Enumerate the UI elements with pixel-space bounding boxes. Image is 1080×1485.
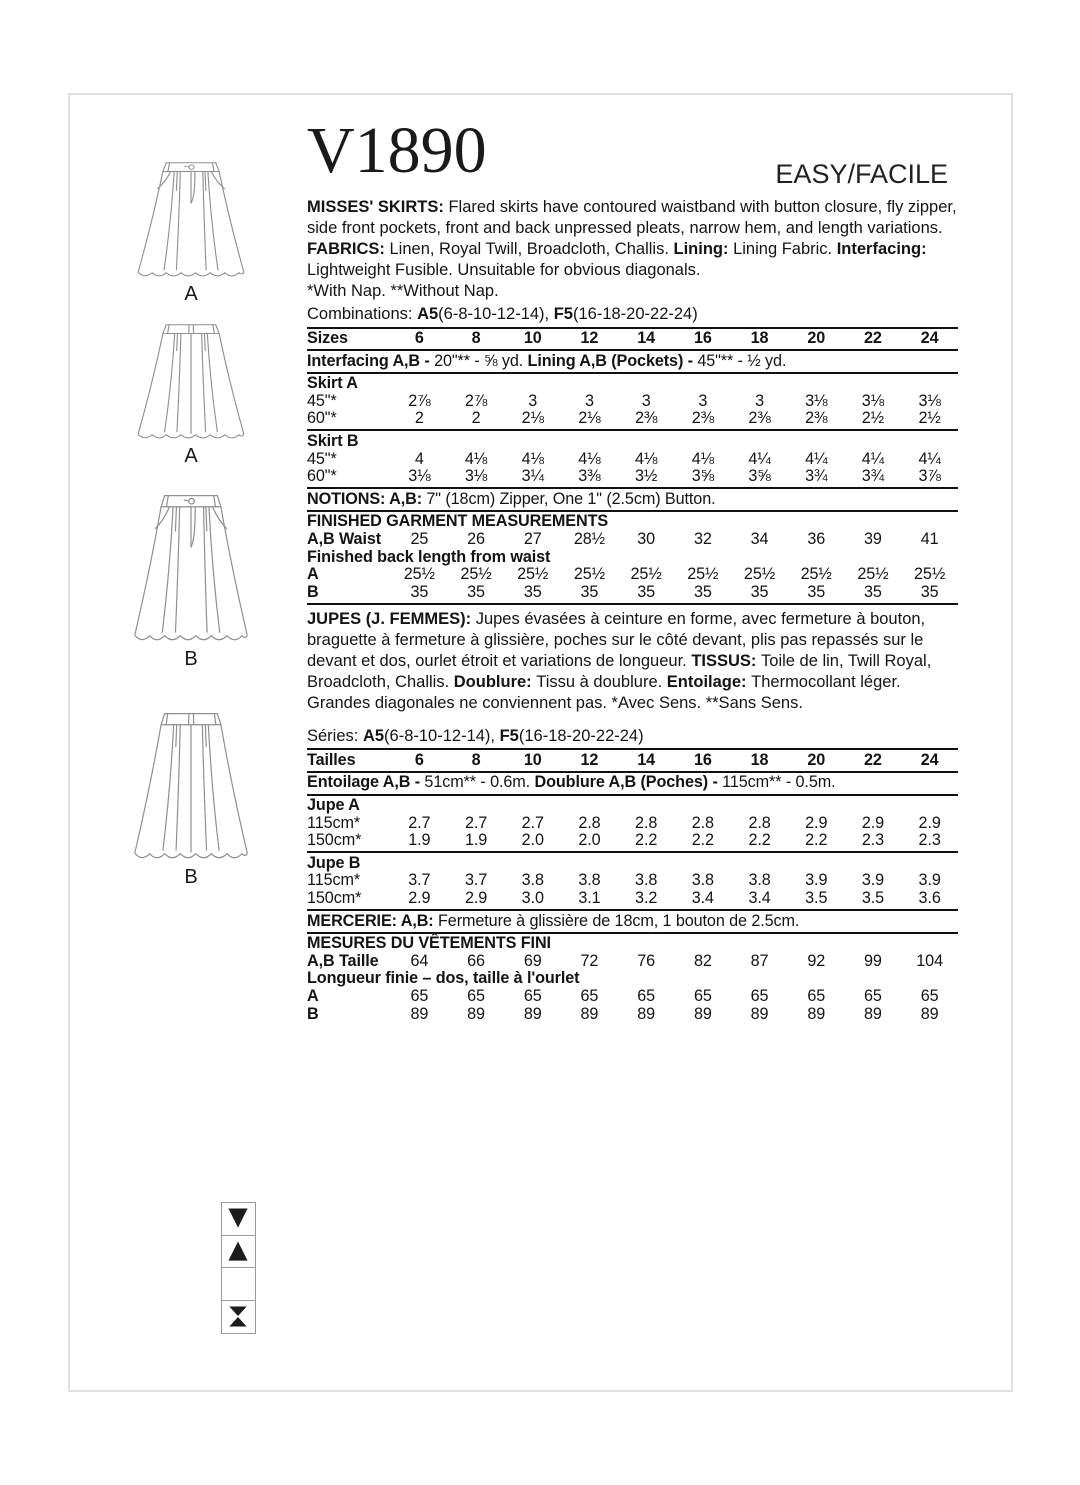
cell-value: 35 [807, 582, 826, 601]
row-label: Tailles [307, 750, 356, 769]
cell-value: 22 [864, 329, 882, 347]
cell-value: 4⅛ [691, 449, 714, 468]
table-rule [307, 327, 958, 329]
cell-value: 18 [750, 750, 769, 769]
cell-value: 3¼ [521, 467, 544, 486]
cell-value: 2.3 [918, 831, 941, 850]
cell-value: 25½ [914, 565, 946, 584]
cell-value: 89 [580, 1004, 599, 1023]
cell-value: 3.4 [691, 888, 714, 907]
table-section-label: Jupe B [307, 853, 361, 872]
cell-value: 1.9 [464, 831, 488, 850]
cell-value: 3⅝ [691, 467, 714, 486]
cell-value: 35 [467, 582, 485, 601]
cell-value: 25 [410, 529, 429, 548]
row-label: 150cm* [307, 888, 362, 907]
row-label: 45"* [307, 391, 337, 410]
cell-value: 2⅛ [521, 409, 544, 428]
cell-value: 3.2 [635, 888, 658, 907]
cell-value: 2.2 [691, 831, 714, 850]
figure-skirt-b-back [124, 705, 258, 888]
cell-value: 2.9 [805, 813, 828, 832]
table-data-row [307, 531, 958, 549]
cell-value: 3.6 [918, 888, 941, 907]
table-rule [307, 748, 958, 750]
table-data-row [307, 890, 958, 908]
row-label: 115cm* [307, 871, 361, 890]
table-data-row [307, 953, 958, 971]
cell-value: 89 [467, 1004, 485, 1023]
row-label: A,B Taille [307, 951, 379, 970]
pattern-number: V1890 [307, 114, 487, 187]
cell-value: 3.7 [464, 871, 488, 890]
size-table-english [307, 327, 958, 605]
cell-value: 2.8 [691, 813, 714, 832]
cell-value: 10 [523, 329, 542, 347]
cell-value: 89 [807, 1004, 826, 1023]
table-section-label: MESURES DU VÊTEMENTS FINI [307, 934, 551, 953]
cell-value: 16 [693, 329, 712, 347]
cell-value: 12 [580, 329, 599, 347]
cell-value: 3⅞ [918, 467, 941, 486]
cell-value: 3.5 [861, 888, 885, 907]
cell-value: 2.7 [521, 813, 544, 832]
cell-value: 25½ [800, 565, 832, 584]
cell-value: 3⅜ [578, 467, 601, 486]
cell-value: 30 [637, 529, 656, 548]
cell-value: 3⅛ [918, 391, 941, 410]
cell-value: 3⅛ [408, 467, 431, 486]
cell-value: 2.0 [578, 831, 601, 850]
cell-value: 2.8 [635, 813, 658, 832]
figure-label: A [184, 445, 198, 467]
cell-value: 3⅛ [805, 391, 828, 410]
cell-value: 16 [693, 750, 712, 769]
cell-value: 26 [467, 529, 485, 548]
cell-value: 65 [750, 986, 769, 1005]
cell-value: 3 [641, 391, 651, 410]
cell-value: 65 [920, 986, 939, 1005]
row-label: 60"* [307, 467, 337, 486]
cell-value: 4¼ [861, 449, 885, 468]
cell-value: 76 [637, 951, 656, 970]
figure-label: A [184, 283, 198, 305]
cell-value: 64 [410, 951, 429, 970]
cell-value: 82 [693, 951, 712, 970]
registration-mark-triangle-down-icon [221, 1202, 256, 1236]
cell-value: 2.2 [805, 831, 828, 850]
cell-value: 3 [528, 391, 538, 410]
registration-mark-triangle-up-icon [221, 1235, 256, 1269]
cell-value: 4⅛ [521, 449, 544, 468]
row-label: A [307, 565, 319, 584]
cell-value: 65 [637, 986, 656, 1005]
row-label: 150cm* [307, 831, 362, 850]
table-data-row [307, 451, 958, 469]
cell-value: 3.8 [748, 871, 771, 890]
cell-value: 3.1 [578, 888, 601, 907]
cell-value: 89 [750, 1004, 769, 1023]
row-label: A,B Waist [307, 529, 382, 548]
cell-value: 3.5 [805, 888, 828, 907]
cell-value: 2⅜ [805, 409, 828, 428]
cell-value: 35 [580, 582, 599, 601]
cell-value: 2⅜ [634, 409, 658, 428]
cell-value: 35 [410, 582, 429, 601]
table-data-row [307, 872, 958, 890]
size-table-french [307, 748, 958, 1023]
cell-value: 65 [807, 986, 826, 1005]
main-content [307, 116, 958, 1023]
table-section-label: Longueur finie – dos, taille à l'ourlet [307, 969, 580, 988]
description-english: MISSES' SKIRTS: Flared skirts have contoured waistband with button closure, fly zipper, side front pockets, front and back unpressed pleats, narrow hem, and length variations. FABRICS: Linen, Royal Twill, Broadcloth, Challis. Lining: Lining Fabric. Interfacing: Lightweight Fusible. Unsuitable for obvious diagonals. *With Nap. **Without Nap. [307, 198, 957, 300]
cell-value: 25½ [573, 565, 606, 584]
cell-value: 2.2 [748, 831, 771, 850]
cell-value: 3.8 [635, 871, 658, 890]
cell-value: 27 [523, 529, 542, 548]
cell-value: 3.0 [521, 888, 544, 907]
cell-value: 2.0 [521, 831, 544, 850]
cell-value: 3 [584, 391, 594, 410]
cell-value: 2⅜ [691, 409, 714, 428]
cell-value: 35 [693, 582, 712, 601]
cell-value: 3⅛ [464, 467, 488, 486]
cell-value: 3 [698, 391, 708, 410]
skirt-a-front-illustration [128, 156, 254, 280]
cell-value: 3.8 [691, 871, 714, 890]
table-note: Interfacing A,B - 20"** - ⅝ yd. Lining A,B (Pockets) - 45"** - ½ yd. [307, 351, 787, 370]
cell-value: 3.8 [521, 871, 544, 890]
cell-value: 3.4 [748, 888, 771, 907]
cell-value: 24 [920, 329, 939, 347]
cell-value: 65 [410, 986, 429, 1005]
cell-value: 65 [864, 986, 882, 1005]
cell-value: 1.9 [408, 831, 431, 850]
cell-value: 87 [750, 951, 769, 970]
cell-value: 2.3 [861, 831, 885, 850]
cell-value: 65 [467, 986, 485, 1005]
table-section-label: Finished back length from waist [307, 547, 551, 566]
cell-value: 2.7 [408, 813, 431, 832]
row-label: 60"* [307, 409, 337, 428]
cell-value: 12 [580, 750, 599, 769]
cell-value: 69 [523, 951, 542, 970]
table-data-row [307, 988, 958, 1006]
table-data-row [307, 584, 958, 602]
cell-value: 36 [807, 529, 826, 548]
table-rule [307, 851, 958, 853]
cell-value: 20 [807, 329, 826, 347]
cell-value: 2 [414, 409, 424, 428]
figure-label: B [184, 648, 198, 670]
row-label: 45"* [307, 449, 337, 468]
cell-value: 6 [414, 329, 424, 347]
table-section-label: Jupe A [307, 796, 360, 814]
skirt-b-front-illustration [124, 487, 258, 645]
cell-value: 4⅛ [464, 449, 488, 468]
row-label: A [307, 986, 319, 1005]
cell-value: 4¼ [918, 449, 941, 468]
cell-value: 2.9 [861, 813, 885, 832]
cell-value: 8 [471, 329, 481, 347]
cell-value: 3½ [634, 467, 658, 486]
figure-skirt-b-front [124, 487, 258, 670]
row-label: Sizes [307, 329, 348, 347]
cell-value: 35 [920, 582, 939, 601]
cell-value: 3¾ [861, 467, 885, 486]
cell-value: 25½ [687, 565, 719, 584]
cell-value: 25½ [743, 565, 776, 584]
table-data-row [307, 815, 958, 833]
cell-value: 2⅞ [464, 391, 488, 410]
cell-value: 66 [467, 951, 485, 970]
cell-value: 25½ [403, 565, 435, 584]
row-label: B [307, 582, 319, 601]
cell-value: 22 [864, 750, 882, 769]
table-data-row [307, 832, 958, 850]
cell-value: 25½ [460, 565, 492, 584]
skirt-a-back-illustration [128, 318, 254, 442]
cell-value: 28½ [573, 529, 606, 548]
cell-value: 25½ [630, 565, 662, 584]
registration-marks [221, 1202, 256, 1334]
cell-value: 4⅛ [578, 449, 601, 468]
table-note: Entoilage A,B - 51cm** - 0.6m. Doublure A,B (Poches) - 115cm** - 0.5m. [307, 773, 836, 792]
table-section-label: Skirt B [307, 431, 359, 450]
cell-value: 14 [637, 750, 656, 769]
cell-value: 2.8 [578, 813, 601, 832]
difficulty-label: EASY/FACILE [775, 159, 948, 189]
cell-value: 4¼ [805, 449, 828, 468]
cell-value: 2.9 [408, 888, 431, 907]
cell-value: 3¾ [805, 467, 828, 486]
table-data-row [307, 393, 958, 411]
figure-skirt-a-back [128, 318, 254, 467]
cell-value: 89 [523, 1004, 542, 1023]
series-line: Séries: A5(6-8-10-12-14), F5(16-18-20-22-24) [307, 726, 644, 745]
cell-value: 2.9 [918, 813, 941, 832]
cell-value: 2½ [918, 409, 941, 428]
cell-value: 3.9 [805, 871, 828, 890]
description-french: JUPES (J. FEMMES): Jupes évasées à ceinture en forme, avec fermeture à bouton, braguette à fermeture à glissière, poches sur le côté devant, plis pas repassés sur le devant et dos, ourlet étroit et variations de longueur. TISSUS: Toile de lin, Twill Royal, Broadcloth, Challis. Doublure: Tissu à doublure. Entoilage: Thermocollant léger. Grandes diagonales ne conviennent pas. *Avec Sens. **Sans Sens. [307, 609, 932, 712]
cell-value: 89 [864, 1004, 882, 1023]
cell-value: 35 [523, 582, 542, 601]
cell-value: 89 [637, 1004, 656, 1023]
cell-value: 18 [750, 329, 769, 347]
cell-value: 25½ [857, 565, 889, 584]
cell-value: 35 [750, 582, 769, 601]
cell-value: 89 [920, 1004, 939, 1023]
cell-value: 65 [580, 986, 599, 1005]
cell-value: 10 [523, 750, 542, 769]
table-rule [307, 429, 958, 431]
table-data-row [307, 1006, 958, 1024]
cell-value: 3.8 [578, 871, 601, 890]
cell-value: 4⅛ [634, 449, 658, 468]
cell-value: 25½ [517, 565, 549, 584]
table-header-row [307, 330, 958, 348]
cell-value: 2⅞ [408, 391, 431, 410]
cell-value: 65 [523, 986, 542, 1005]
cell-value: 32 [693, 529, 712, 548]
cell-value: 34 [750, 529, 769, 548]
registration-mark-hourglass-icon [221, 1300, 256, 1334]
cell-value: 2.9 [464, 888, 488, 907]
table-note: MERCERIE: A,B: Fermeture à glissière de 18cm, 1 bouton de 2.5cm. [307, 911, 800, 930]
skirt-b-back-illustration [124, 705, 258, 863]
cell-value: 3 [755, 391, 764, 410]
cell-value: 3.9 [918, 871, 941, 890]
cell-value: 65 [693, 986, 712, 1005]
cell-value: 104 [916, 951, 943, 970]
cell-value: 35 [637, 582, 656, 601]
cell-value: 2.7 [464, 813, 488, 832]
cell-value: 3.9 [861, 871, 885, 890]
cell-value: 35 [864, 582, 882, 601]
cell-value: 6 [414, 750, 424, 769]
cell-value: 72 [580, 951, 599, 970]
table-section-label: FINISHED GARMENT MEASUREMENTS [307, 512, 609, 531]
cell-value: 8 [471, 750, 481, 769]
figure-skirt-a-front [128, 156, 254, 305]
cell-value: 89 [693, 1004, 712, 1023]
table-rule [307, 603, 958, 605]
cell-value: 2.8 [748, 813, 771, 832]
cell-value: 3.7 [408, 871, 431, 890]
cell-value: 4 [414, 449, 424, 468]
cell-value: 2⅛ [578, 409, 601, 428]
cell-value: 14 [637, 329, 656, 347]
figure-label: B [184, 866, 198, 888]
table-header-row [307, 752, 958, 770]
cell-value: 99 [864, 951, 882, 970]
table-section-label: Skirt A [307, 374, 358, 393]
combinations-line: Combinations: A5(6-8-10-12-14), F5(16-18-20-22-24) [307, 305, 698, 323]
row-label: B [307, 1004, 319, 1023]
table-data-row [307, 468, 958, 486]
table-rule [307, 794, 958, 796]
cell-value: 39 [864, 529, 882, 548]
row-label: 115cm* [307, 813, 361, 832]
cell-value: 89 [410, 1004, 429, 1023]
cell-value: 41 [920, 529, 939, 548]
cell-value: 24 [920, 750, 939, 769]
table-data-row [307, 410, 958, 428]
cell-value: 2.2 [635, 831, 658, 850]
registration-mark-blank [221, 1267, 256, 1301]
table-note: NOTIONS: A,B: 7" (18cm) Zipper, One 1" (2.5cm) Button. [307, 489, 716, 508]
cell-value: 4¼ [748, 449, 771, 468]
cell-value: 2⅜ [748, 409, 771, 428]
cell-value: 2 [471, 409, 481, 428]
cell-value: 92 [807, 951, 826, 970]
cell-value: 3⅝ [748, 467, 771, 486]
table-data-row [307, 566, 958, 584]
cell-value: 20 [807, 750, 826, 769]
cell-value: 2½ [861, 409, 885, 428]
cell-value: 3⅛ [861, 391, 885, 410]
table-rule [307, 372, 958, 374]
